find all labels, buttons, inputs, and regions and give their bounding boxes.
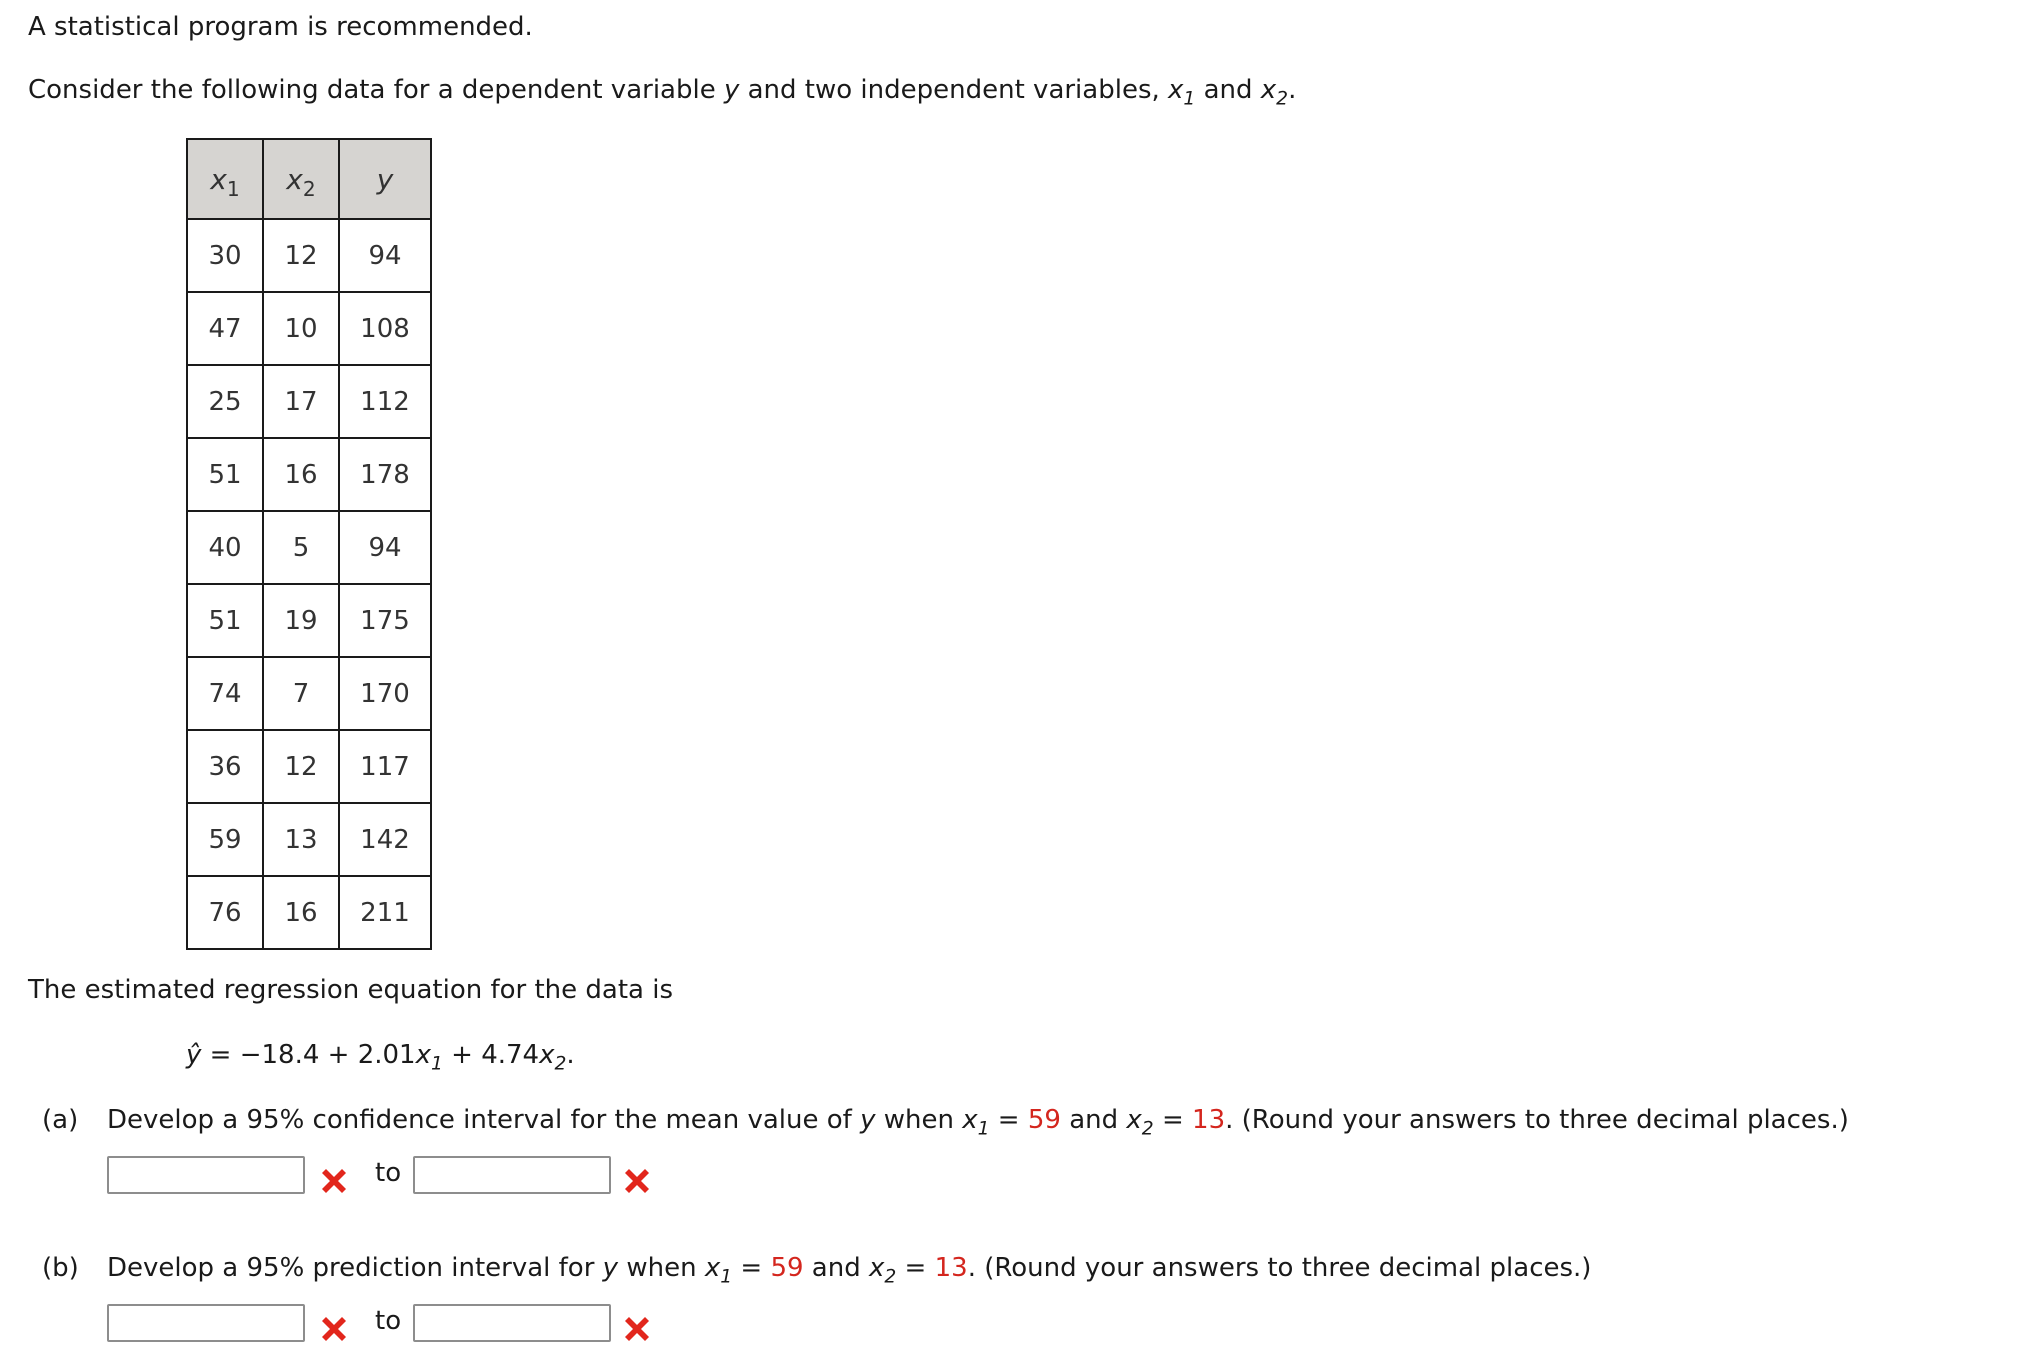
question-a-lower-input[interactable] [107,1156,305,1194]
question-a-text: Develop a 95% confidence interval for the mean value of y when $x_1 = 59$ and $x_2 = 13$. (Round your answers to three decimal places.) [107,1105,1849,1140]
cell-x1: 47 [187,292,263,365]
x-mark-icon [620,1312,654,1346]
statement-mid: and two independent variables, [739,75,1169,105]
cell-y: 112 [339,365,431,438]
data-table [186,138,432,950]
x-mark-icon [620,1164,654,1198]
cell-x2: 7 [263,657,339,730]
table-row [187,292,431,365]
table-row [187,803,431,876]
table-row [187,584,431,657]
cell-x2: 17 [263,365,339,438]
question-a-x1-value: 59 [1027,1105,1061,1135]
statement-y: y [723,75,740,105]
header-x1: $x_1$ [187,139,263,219]
table-row [187,438,431,511]
x-mark-icon [317,1312,351,1346]
cell-x1: 30 [187,219,263,292]
table-row [187,511,431,584]
table-row [187,730,431,803]
header-y: y [339,139,431,219]
table-header-row [187,139,431,219]
cell-y: 142 [339,803,431,876]
regression-equation [186,1040,575,1075]
cell-x2: 13 [263,803,339,876]
cell-x2: 12 [263,730,339,803]
statement-period: . [1288,75,1297,105]
cell-x2: 12 [263,219,339,292]
cell-x2: 10 [263,292,339,365]
cell-y: 175 [339,584,431,657]
question-b-label: (b) [42,1253,79,1283]
question-b-x1-value: 59 [770,1253,804,1283]
problem-statement [28,75,1297,110]
cell-y: 117 [339,730,431,803]
equation-x1: $x_1$ [415,1040,443,1075]
question-b-x2-value: 13 [934,1253,968,1283]
cell-y: 94 [339,219,431,292]
question-a-upper-input[interactable] [413,1156,611,1194]
header-x2: $x_2$ [263,139,339,219]
equation-x2: $x_2$ [539,1040,567,1075]
table-row [187,365,431,438]
regression-intro: The estimated regression equation for the data is [28,975,674,1005]
statement-x1: $x_1$ [1168,75,1196,110]
cell-y: 108 [339,292,431,365]
cell-x2: 5 [263,511,339,584]
question-a-to-label: to [375,1158,402,1188]
x-mark-icon [317,1164,351,1198]
recommendation-text: A statistical program is recommended. [28,12,533,42]
equation-part2: + 4.74 [442,1040,540,1070]
table-row [187,219,431,292]
cell-y: 178 [339,438,431,511]
cell-x1: 59 [187,803,263,876]
cell-y: 94 [339,511,431,584]
cell-x2: 19 [263,584,339,657]
cell-y: 211 [339,876,431,949]
question-b-upper-input[interactable] [413,1304,611,1342]
statement-prefix: Consider the following data for a dependent variable [28,75,724,105]
cell-x1: 74 [187,657,263,730]
statement-x2: $x_2$ [1260,75,1289,110]
statement-and: and [1195,75,1261,105]
question-b-to-label: to [375,1306,402,1336]
question-b-text: Develop a 95% prediction interval for y when $x_1 = 59$ and $x_2 = 13$. (Round your answers to three decimal places.) [107,1253,1592,1288]
question-a-label: (a) [42,1105,79,1135]
table-row [187,657,431,730]
cell-x1: 40 [187,511,263,584]
equation-part1: = −18.4 + 2.01 [201,1040,416,1070]
cell-y: 170 [339,657,431,730]
cell-x1: 51 [187,438,263,511]
table-row [187,876,431,949]
cell-x2: 16 [263,876,339,949]
cell-x1: 76 [187,876,263,949]
question-a-x2-value: 13 [1192,1105,1226,1135]
cell-x1: 36 [187,730,263,803]
cell-x2: 16 [263,438,339,511]
equation-end: . [566,1040,575,1070]
cell-x1: 25 [187,365,263,438]
cell-x1: 51 [187,584,263,657]
y-hat: ŷ [186,1040,202,1070]
question-b-lower-input[interactable] [107,1304,305,1342]
